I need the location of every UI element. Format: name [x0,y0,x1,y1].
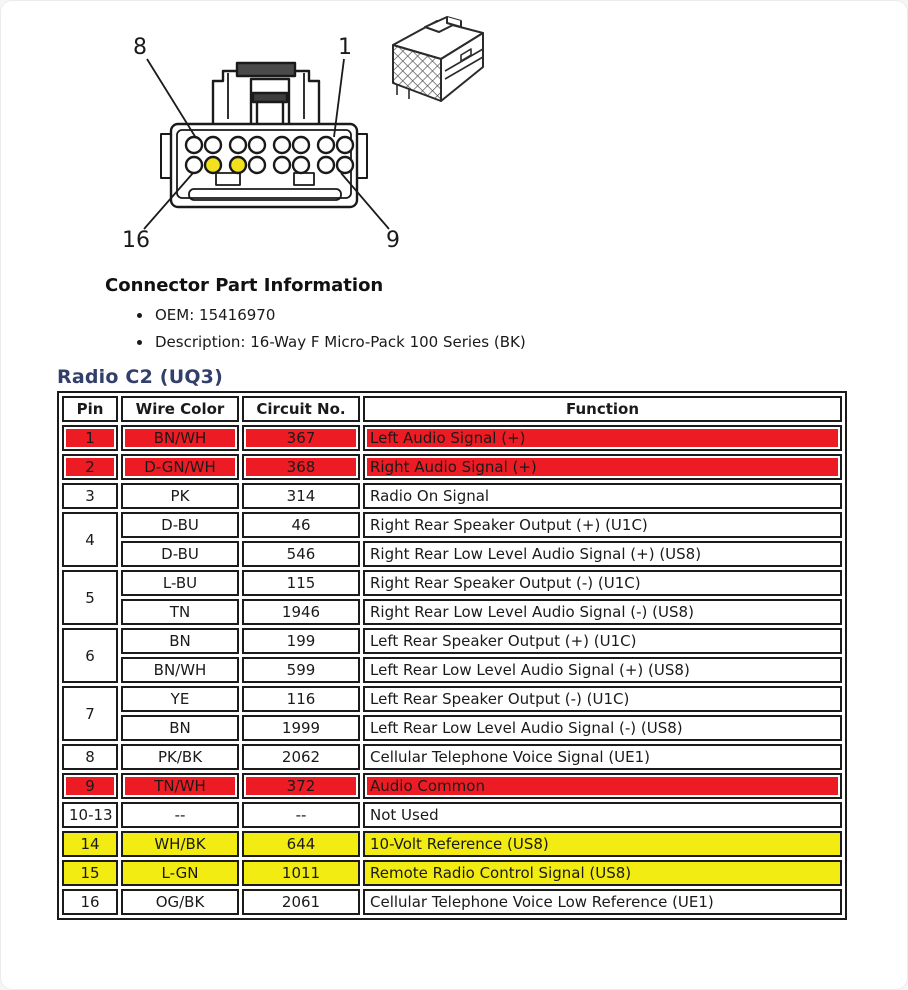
pin-cell: 9 [62,773,118,799]
function-cell: Left Rear Low Level Audio Signal (+) (US8) [363,657,842,683]
pin-cell: 16 [62,889,118,915]
connector-tower-cap [237,63,295,76]
circuit-no-cell: 372 [242,773,360,799]
function-cell: Cellular Telephone Voice Low Reference (UE1) [363,889,842,915]
function-cell: Cellular Telephone Voice Signal (UE1) [363,744,842,770]
wire-color-cell: BN/WH [121,425,239,451]
function-cell: Not Used [363,802,842,828]
pin-11 [293,157,309,173]
figure-label-pin8: 8 [133,35,147,60]
pin-15 [205,157,221,173]
connector-front-view-diagram [87,7,417,255]
pin-16 [186,157,202,173]
pin-1 [337,137,353,153]
part-info-title: Connector Part Information [105,275,384,296]
wire-color-cell: PK/BK [121,744,239,770]
table-row [62,628,842,654]
table-row [62,657,842,683]
connector-right-wing [357,134,367,178]
pin-8 [186,137,202,153]
header-row [62,396,842,422]
table-row [62,599,842,625]
table-row [62,454,842,480]
col-header-function: Function [363,396,842,422]
wire-color-cell: D-BU [121,541,239,567]
pin-10 [318,157,334,173]
wire-color-cell: BN [121,628,239,654]
function-cell: Right Rear Low Level Audio Signal (+) (US8) [363,541,842,567]
table-row [62,860,842,886]
col-header-circuit: Circuit No. [242,396,360,422]
col-header-wire: Wire Color [121,396,239,422]
figure-label-pin16: 16 [122,228,150,253]
connector-left-wing [161,134,171,178]
wire-color-cell: OG/BK [121,889,239,915]
circuit-no-cell: 599 [242,657,360,683]
wire-color-cell: PK [121,483,239,509]
tower-inner-band [253,93,287,102]
circuit-no-cell: 199 [242,628,360,654]
pin-cell: 2 [62,454,118,480]
function-cell: Left Rear Speaker Output (+) (U1C) [363,628,842,654]
pinout-table-header [62,396,842,422]
circuit-no-cell: 2062 [242,744,360,770]
pin-cell: 7 [62,686,118,741]
pin-cell: 10-13 [62,802,118,828]
function-cell: Left Rear Speaker Output (-) (U1C) [363,686,842,712]
wire-color-cell: D-BU [121,512,239,538]
function-cell: Right Rear Speaker Output (-) (U1C) [363,570,842,596]
function-cell: Remote Radio Control Signal (US8) [363,860,842,886]
circuit-no-cell: 46 [242,512,360,538]
pin-12 [274,157,290,173]
pin-2 [318,137,334,153]
table-row [62,773,842,799]
wire-color-cell: -- [121,802,239,828]
table-row [62,483,842,509]
function-cell: Right Rear Speaker Output (+) (U1C) [363,512,842,538]
connector-figure [1,1,908,259]
circuit-no-cell: 546 [242,541,360,567]
wire-color-cell: L-BU [121,570,239,596]
pinout-table-body [62,425,842,915]
wire-color-cell: TN [121,599,239,625]
function-cell: Right Audio Signal (+) [363,454,842,480]
pin-cell: 5 [62,570,118,625]
pin-6 [230,137,246,153]
function-cell: Left Rear Low Level Audio Signal (-) (US8) [363,715,842,741]
col-header-pin: Pin [62,396,118,422]
function-cell: 10-Volt Reference (US8) [363,831,842,857]
pinout-table [57,391,847,920]
wire-color-cell: BN/WH [121,657,239,683]
part-info-oem: • OEM: 15416970 [153,302,907,329]
table-row [62,541,842,567]
function-cell: Left Audio Signal (+) [363,425,842,451]
pin-cell: 8 [62,744,118,770]
section-title: Radio C2 (UQ3) [57,366,223,388]
part-info-description: • Description: 16-Way F Micro-Pack 100 Series (BK) [153,329,907,356]
function-cell: Radio On Signal [363,483,842,509]
pin-9 [337,157,353,173]
pin-3 [293,137,309,153]
connector-3d-view-icon [383,11,491,106]
wire-color-cell: L-GN [121,860,239,886]
circuit-no-cell: 115 [242,570,360,596]
circuit-no-cell: 2061 [242,889,360,915]
pin-cell: 14 [62,831,118,857]
table-row [62,425,842,451]
circuit-no-cell: 1011 [242,860,360,886]
wire-color-cell: WH/BK [121,831,239,857]
table-row [62,831,842,857]
pin-13 [249,157,265,173]
circuit-no-cell: 1946 [242,599,360,625]
table-row [62,570,842,596]
pin-5 [249,137,265,153]
pin-14 [230,157,246,173]
table-row [62,889,842,915]
table-row [62,512,842,538]
pin-4 [274,137,290,153]
wire-color-cell: BN [121,715,239,741]
circuit-no-cell: 367 [242,425,360,451]
circuit-no-cell: 644 [242,831,360,857]
circuit-no-cell: 314 [242,483,360,509]
pin-cell: 15 [62,860,118,886]
function-cell: Right Rear Low Level Audio Signal (-) (US8) [363,599,842,625]
pin-cell: 4 [62,512,118,567]
figure-label-pin9: 9 [386,228,400,253]
pin-cell: 6 [62,628,118,683]
pin-cell: 1 [62,425,118,451]
table-row [62,744,842,770]
figure-label-pin1: 1 [338,35,352,60]
function-cell: Audio Common [363,773,842,799]
circuit-no-cell: 116 [242,686,360,712]
pin-cell: 3 [62,483,118,509]
wire-color-cell: TN/WH [121,773,239,799]
part-info-list [1,302,907,356]
table-row [62,715,842,741]
circuit-no-cell: 1999 [242,715,360,741]
table-row [62,686,842,712]
table-row [62,802,842,828]
circuit-no-cell: 368 [242,454,360,480]
wire-color-cell: D-GN/WH [121,454,239,480]
circuit-no-cell: -- [242,802,360,828]
wire-color-cell: YE [121,686,239,712]
pin-7 [205,137,221,153]
